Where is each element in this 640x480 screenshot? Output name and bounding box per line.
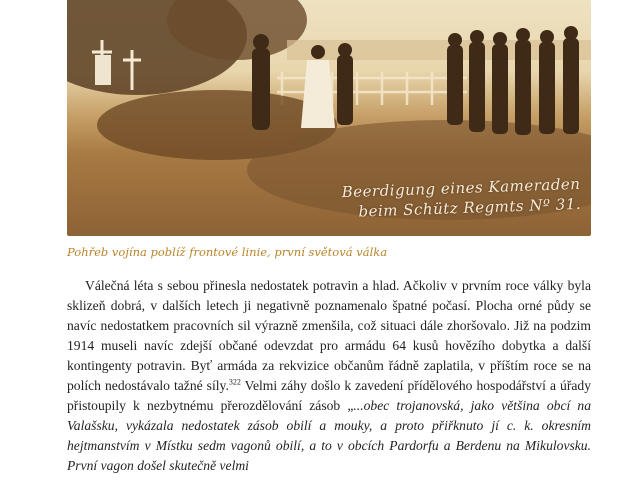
paragraph-text: Válečná léta s sebou přinesla nedostatek potravin a hlad. Ačkoliv v prvním roce války byla sklizeň dobrá, v dalších letech ji negativně poznamenalo špatné počasí. Plocha orné půdy se navíc nedostatkem pracovních sil výrazně zmenšila, což situaci dále zhoršovalo. Již na podzim 1914 museli navíc zdejší občané odevzdat pro armádu 64 kusů hovězího dobytka a další kontingenty potravin. Byť armáda za rekvizice občanům řádně zaplatila, v příštím roce se na polích nedostávalo tažné síly. bbox=[67, 278, 591, 393]
paragraph-text-continued: Velmi záhy došlo k zavedení přídělového hospodářství a úřady přistoupily k nezbytnému přerozdělování zásob „ bbox=[67, 378, 591, 413]
photo-caption: Pohřeb vojína poblíž frontové linie, první světová válka bbox=[67, 245, 388, 259]
body-text bbox=[67, 276, 591, 476]
historical-photograph bbox=[67, 0, 591, 236]
footnote-ref: 322 bbox=[228, 377, 241, 387]
photo-handwritten-line: Beerdigung eines Kameraden bbox=[341, 174, 581, 202]
photo-handwritten-line: beim Schütz Regmts Nº 31. bbox=[358, 195, 582, 221]
photo-handwritten-caption bbox=[342, 174, 582, 223]
paragraph bbox=[67, 276, 591, 476]
quote-text: ...obec trojanovská, jako většina obcí na Valašsku, vykázala nedostatek zásob obilí a mouky, a proto přiřknuto jí c. k. okresním hejtmanstvím v Místku sedm vagonů obilí, a to v obcích Pardorfu a Berdenu na Mikulovsku. První vagon došel skutečně velmi bbox=[67, 398, 591, 473]
